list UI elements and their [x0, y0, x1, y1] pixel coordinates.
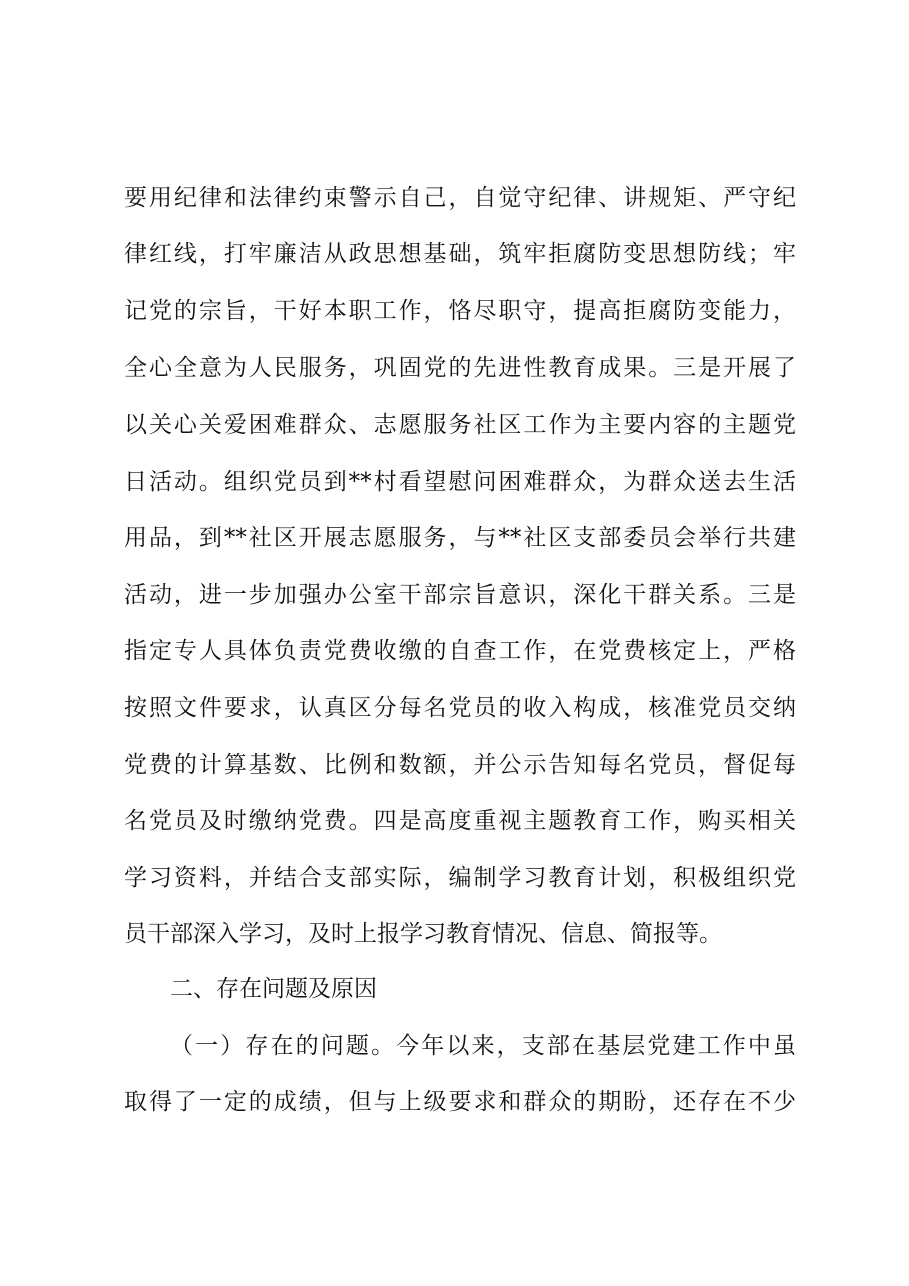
text-line: 按照文件要求，认真区分每名党员的收入构成，核准党员交纳 — [124, 695, 796, 721]
text-line: 以关心关爱困难群众、志愿服务社区工作为主要内容的主题党 — [124, 412, 796, 438]
section-heading: 二、存在问题及原因 — [170, 976, 377, 1002]
text-line: 要用纪律和法律约束警示自己，自觉守纪律、讲规矩、严守纪 — [124, 185, 796, 211]
text-line: 取得了一定的成绩，但与上级要求和群众的期盼，还存在不少 — [124, 1089, 796, 1115]
text-line: 员干部深入学习，及时上报学习教育情况、信息、简报等。 — [124, 921, 722, 947]
text-line: 党费的计算基数、比例和数额，并公示告知每名党员，督促每 — [124, 752, 796, 778]
text-line: 记党的宗旨，干好本职工作，恪尽职守，提高拒腐防变能力， — [124, 298, 796, 324]
text-line: 名党员及时缴纳党费。四是高度重视主题教育工作，购买相关 — [124, 808, 796, 834]
text-line: 全心全意为人民服务，巩固党的先进性教育成果。三是开展了 — [124, 355, 796, 381]
text-line: （一）存在的问题。今年以来，支部在基层党建工作中虽 — [170, 1033, 796, 1059]
text-line: 律红线，打牢廉洁从政思想基础，筑牢拒腐防变思想防线；牢 — [124, 241, 796, 267]
text-line: 学习资料，并结合支部实际，编制学习教育计划，积极组织党 — [124, 865, 796, 891]
text-line: 指定专人具体负责党费收缴的自查工作，在党费核定上，严格 — [124, 638, 796, 664]
text-line: 日活动。组织党员到**村看望慰问困难群众，为群众送去生活 — [124, 469, 796, 495]
text-line: 活动，进一步加强办公室干部宗旨意识，深化干群关系。三是 — [124, 582, 796, 608]
text-line: 用品，到**社区开展志愿服务，与**社区支部委员会举行共建 — [124, 525, 796, 551]
